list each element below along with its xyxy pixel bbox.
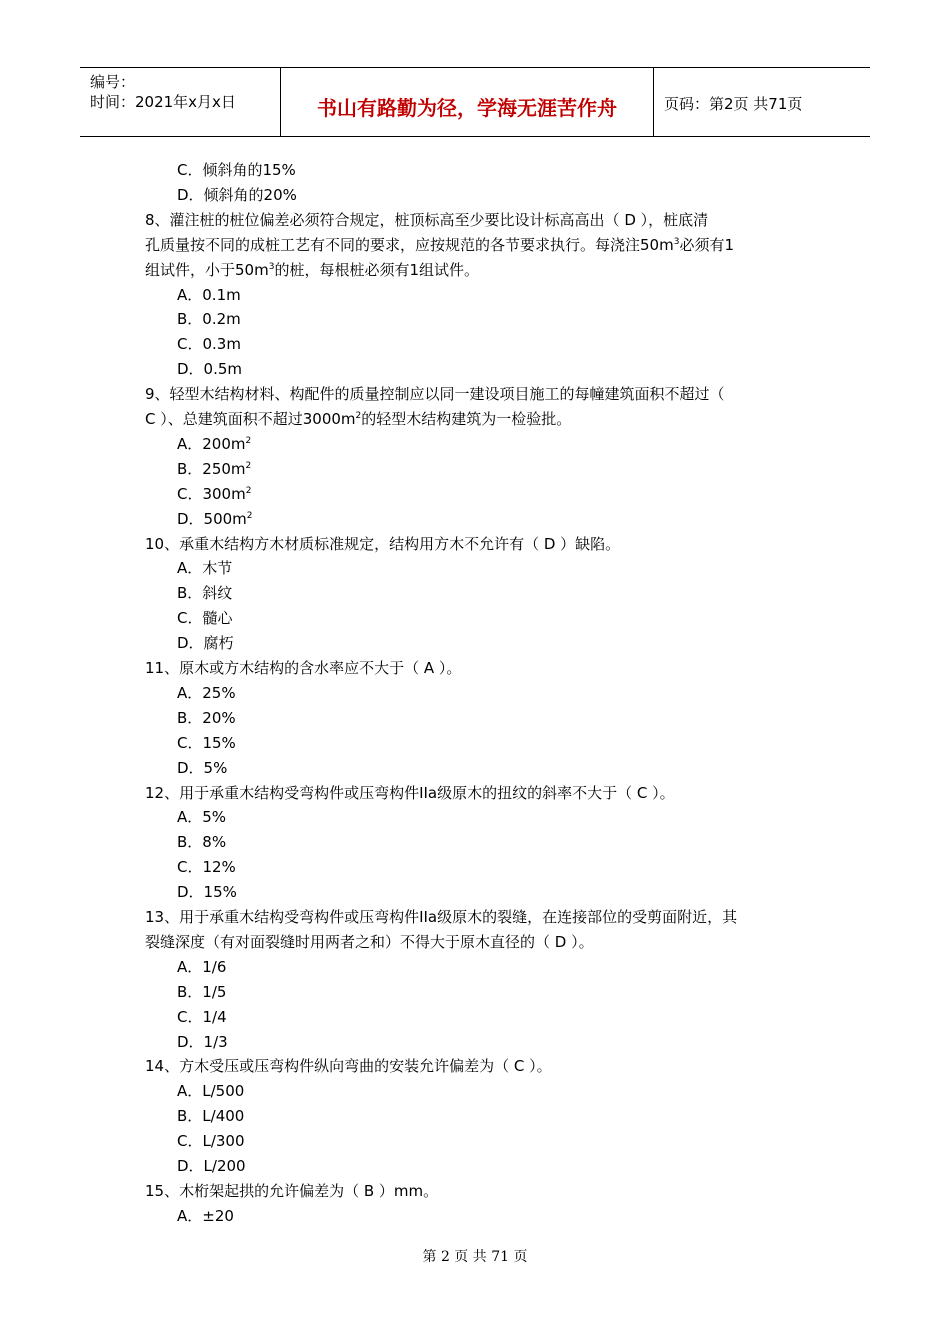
answer-option: C．倾斜角的15%: [177, 161, 296, 179]
answer-option: C．髓心: [177, 609, 233, 628]
page-header: [80, 67, 870, 137]
answer-option: C．L/300: [177, 1132, 245, 1151]
answer-option: D．L/200: [177, 1157, 246, 1175]
answer-option: D．$500m^2$: [177, 509, 253, 528]
answer-option: A．25%: [177, 683, 236, 702]
answer-option: D．5%: [177, 758, 228, 777]
header-motto-cell: [281, 68, 654, 136]
answer-option: A．$200m^2$: [177, 434, 252, 453]
question-text-continued: 孔质量按不同的成桩工艺有不同的要求，应按规范的各节要求执行。每浇注$50m^3$必须有1: [145, 235, 734, 254]
header-page-info: 页码：第2页 共71页: [664, 95, 803, 113]
answer-option: B．斜纹: [177, 584, 233, 603]
answer-option: B．0.2m: [177, 310, 241, 329]
document-date-label: 时间：2021年x月x日: [90, 93, 236, 111]
question-text-continued: C ）、总建筑面积不超过$3000m^2$的轻型木结构建筑为一检验批。: [145, 410, 572, 428]
header-motto: 书山有路勤为径，学海无涯苦作舟: [317, 96, 617, 120]
answer-option: C．12%: [177, 858, 236, 877]
answer-option: D．1/3: [177, 1032, 228, 1051]
question-text: 9、轻型木结构材料、构配件的质量控制应以同一建设项目施工的每幢建筑面积不超过（: [145, 385, 725, 404]
header-page-cell: [654, 68, 870, 136]
question-text: 13、用于承重木结构受弯构件或压弯构件IIa级原木的裂缝，在连接部位的受剪面附近，其: [145, 908, 738, 926]
answer-option: D．倾斜角的20%: [177, 185, 297, 204]
answer-option: B．$250m^2$: [177, 459, 252, 478]
question-text: 11、原木或方木结构的含水率应不大于（ A ）。: [145, 659, 462, 677]
answer-option: A．木节: [177, 559, 233, 578]
answer-option: D．15%: [177, 883, 237, 902]
answer-option: A．±20: [177, 1206, 234, 1225]
question-text: 14、方木受压或压弯构件纵向弯曲的安装允许偏差为（ C ）。: [145, 1057, 552, 1076]
question-text-continued: 裂缝深度（有对面裂缝时用两者之和）不得大于原木直径的（ D ）。: [145, 932, 594, 951]
answer-option: D．0.5m: [177, 360, 243, 379]
answer-option: A．5%: [177, 808, 227, 827]
answer-option: C．$300m^2$: [177, 484, 252, 503]
answer-option: C．1/4: [177, 1007, 227, 1026]
answer-option: C．15%: [177, 733, 236, 752]
answer-option: C．0.3m: [177, 335, 241, 354]
question-text: 8、灌注桩的桩位偏差必须符合规定，桩顶标高至少要比设计标高高出（ D ），桩底清: [145, 210, 709, 229]
question-text: 10、承重木结构方木材质标准规定，结构用方木不允许有（ D ）缺陷。: [145, 534, 621, 553]
question-text-continued: 组试件，小于$50m^3$的桩，每根桩必须有1组试件。: [145, 260, 479, 279]
answer-option: D．腐朽: [177, 634, 234, 653]
question-text: 15、木桁架起拱的允许偏差为（ B ）mm。: [145, 1181, 439, 1200]
answer-option: A．0.1m: [177, 285, 241, 304]
question-text: 12、用于承重木结构受弯构件或压弯构件IIa级原木的扭纹的斜率不大于（ C ）。: [145, 783, 675, 802]
answer-option: B．20%: [177, 708, 236, 727]
answer-option: B．L/400: [177, 1107, 245, 1126]
answer-option: A．L/500: [177, 1082, 245, 1101]
header-left-cell: [80, 68, 281, 136]
page-footer: 第 2 页 共 71 页: [422, 1249, 528, 1265]
answer-option: B．1/5: [177, 982, 227, 1001]
answer-option: B．8%: [177, 833, 227, 852]
answer-option: A．1/6: [177, 957, 227, 976]
document-number-label: 编号：: [90, 73, 136, 91]
